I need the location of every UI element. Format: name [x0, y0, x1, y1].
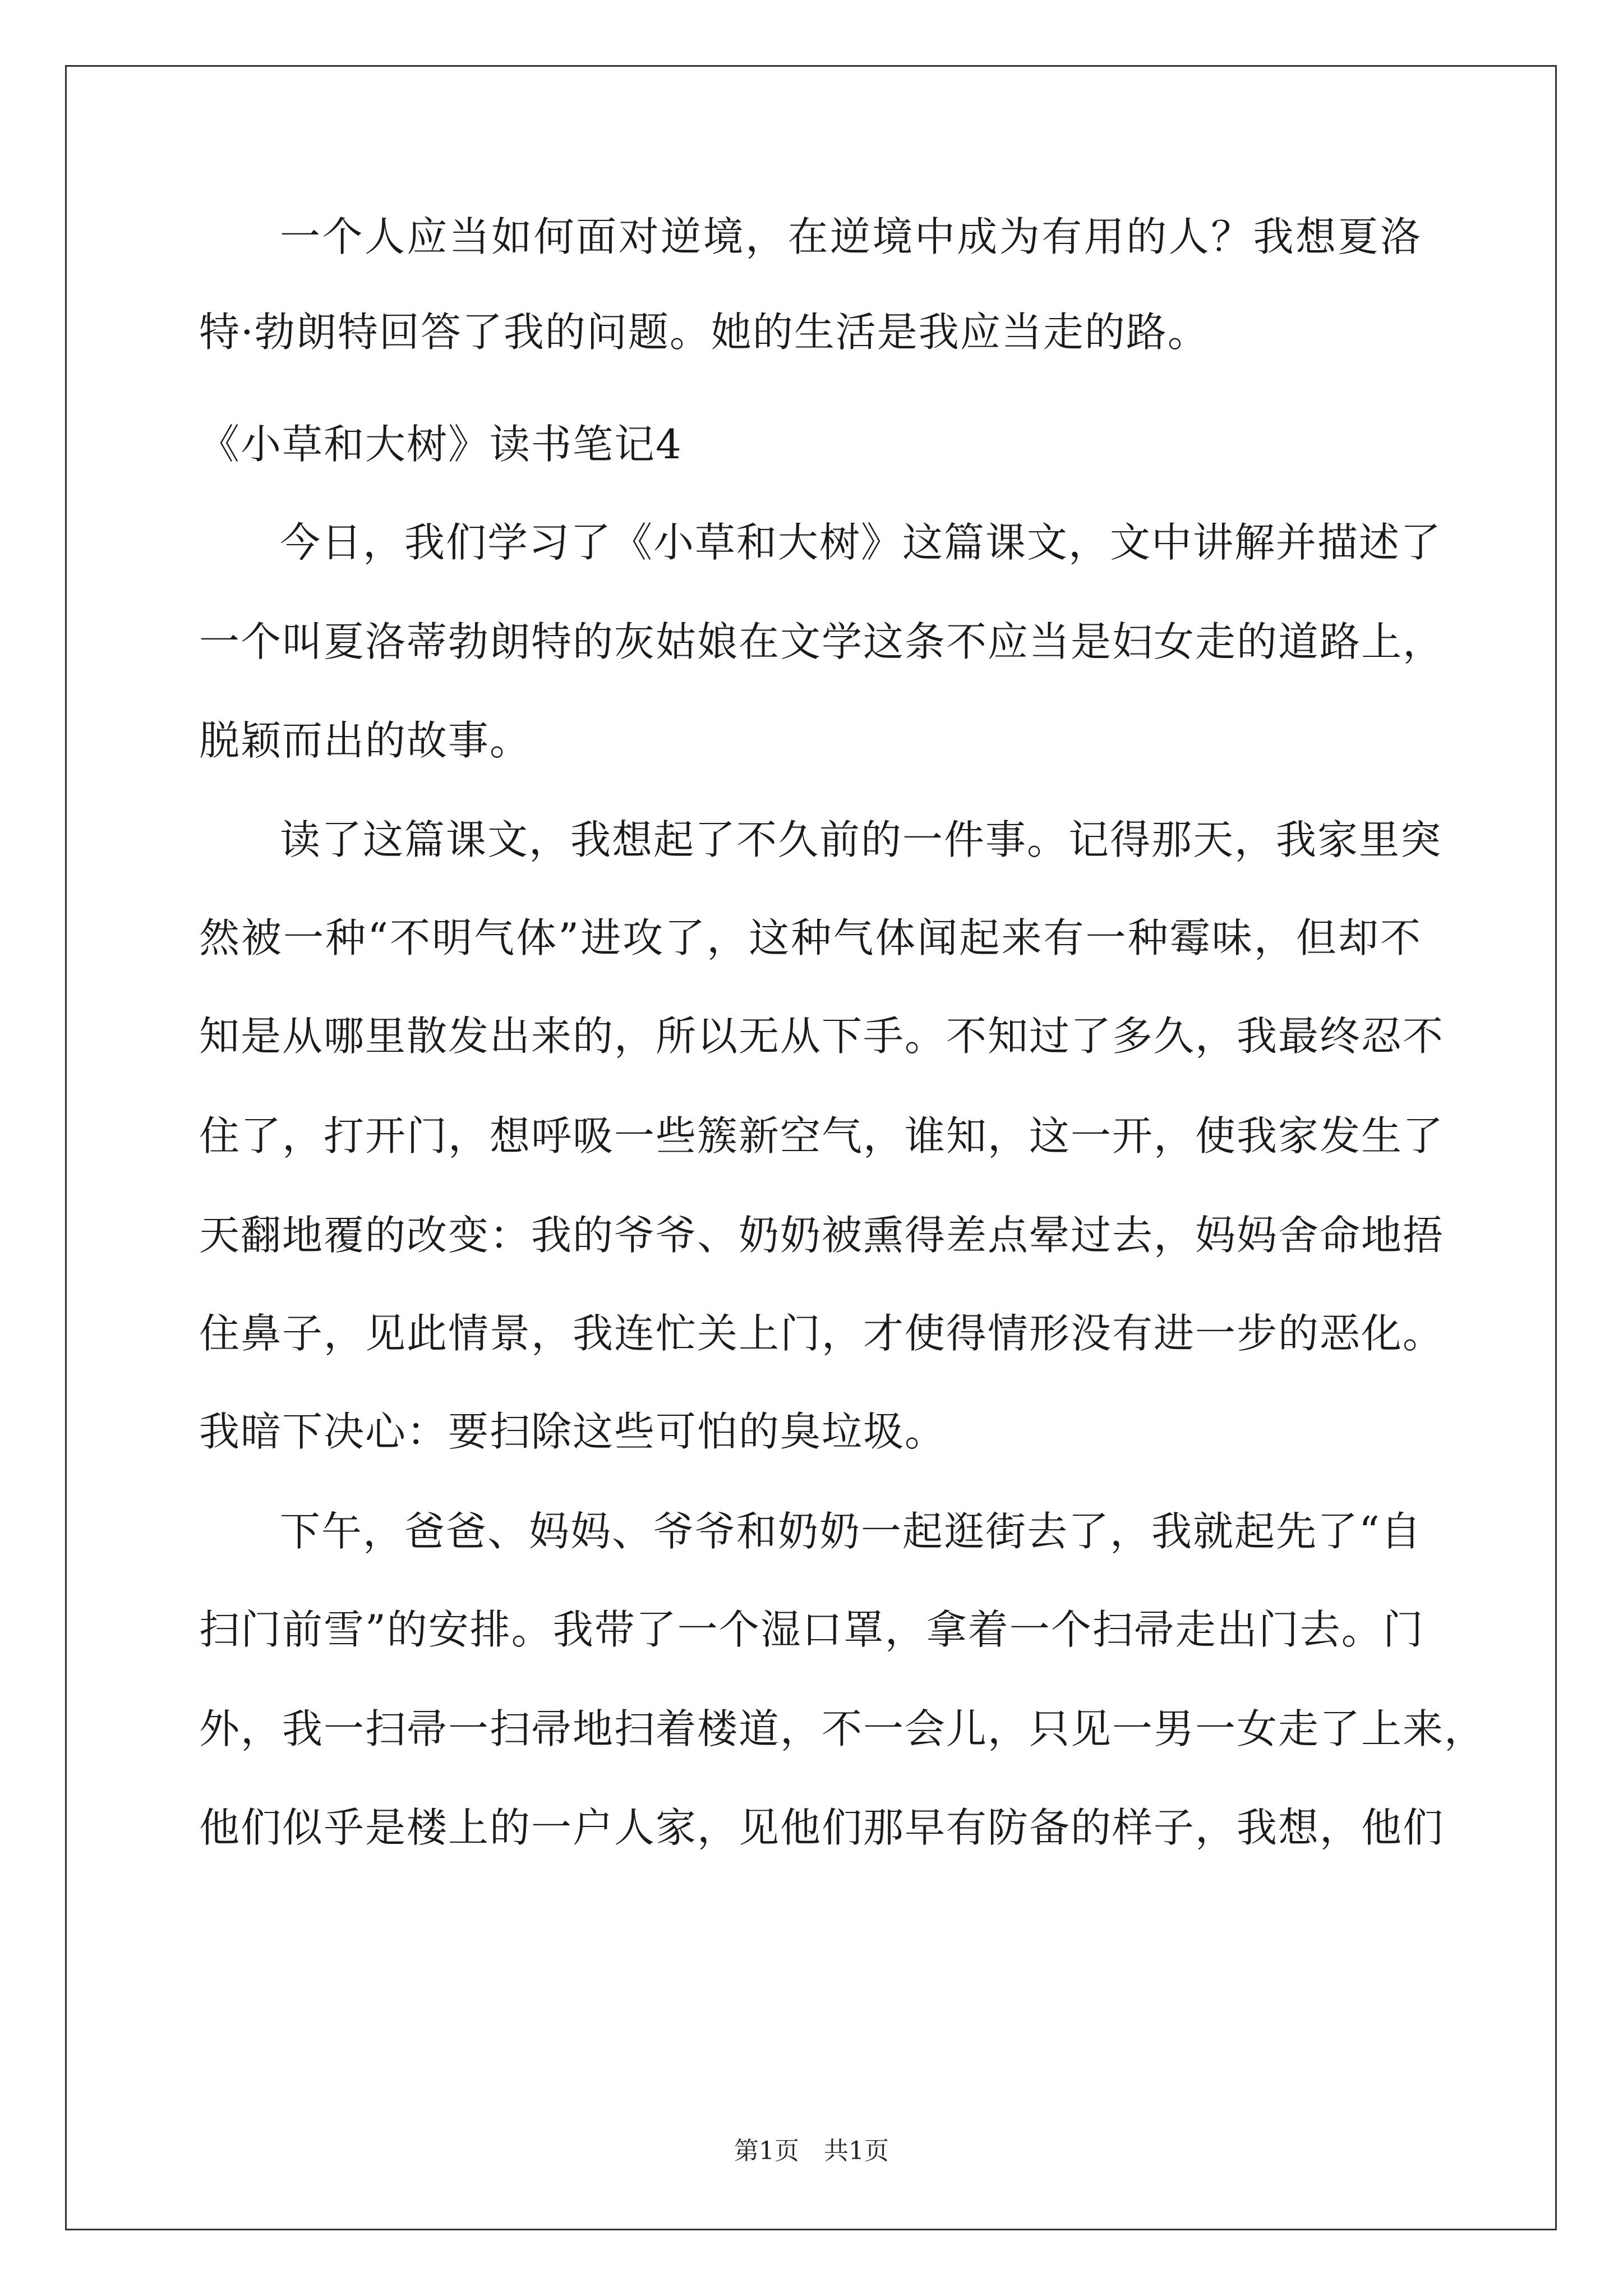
- paragraph-line: 知是从哪里散发出来的，所以无从下手。不知过了多久，我最终忍不: [199, 1013, 1445, 1060]
- paragraph-line: 他们似乎是楼上的一户人家，见他们那早有防备的样子，我想，他们: [199, 1804, 1445, 1851]
- paragraph-line: 外，我一扫帚一扫帚地扫着楼道，不一会儿，只见一男一女走了上来，: [199, 1705, 1486, 1752]
- paragraph-line: 特·勃朗特回答了我的问题。她的生活是我应当走的路。: [199, 309, 1209, 356]
- paragraph-line: 扫门前雪”的安排。我带了一个湿口罩，拿着一个扫帚走出门去。门: [199, 1606, 1424, 1653]
- paragraph-line: 我暗下决心：要扫除这些可怕的臭垃圾。: [199, 1408, 947, 1455]
- paragraph-line: 脱颖而出的故事。: [199, 717, 532, 764]
- paragraph-line: 天翻地覆的改变：我的爷爷、奶奶被熏得差点晕过去，妈妈舍命地捂: [199, 1212, 1445, 1259]
- paragraph-line: 读了这篇课文，我想起了不久前的一件事。记得那天，我家里突: [280, 816, 1442, 863]
- paragraph-line: 今日，我们学习了《小草和大树》这篇课文，文中讲解并描述了: [280, 519, 1442, 566]
- paragraph-line: 一个人应当如何面对逆境，在逆境中成为有用的人？我想夏洛: [280, 213, 1422, 260]
- section-heading: 《小草和大树》读书笔记4: [199, 421, 683, 468]
- paragraph-line: 住鼻子，见此情景，我连忙关上门，才使得情形没有进一步的恶化。: [199, 1310, 1445, 1357]
- paragraph-line: 然被一种“不明气体”进攻了，这种气体闻起来有一种霉味，但却不: [199, 914, 1422, 961]
- paragraph-line: 一个叫夏洛蒂勃朗特的灰姑娘在文学这条不应当是妇女走的道路上，: [199, 618, 1445, 665]
- paragraph-line: 下午，爸爸、妈妈、爷爷和奶奶一起逛街去了，我就起先了“自: [280, 1508, 1422, 1555]
- page-number: 第1页 共1页: [734, 2137, 889, 2165]
- paragraph-line: 住了，打开门，想呼吸一些簇新空气，谁知，这一开，使我家发生了: [199, 1112, 1445, 1159]
